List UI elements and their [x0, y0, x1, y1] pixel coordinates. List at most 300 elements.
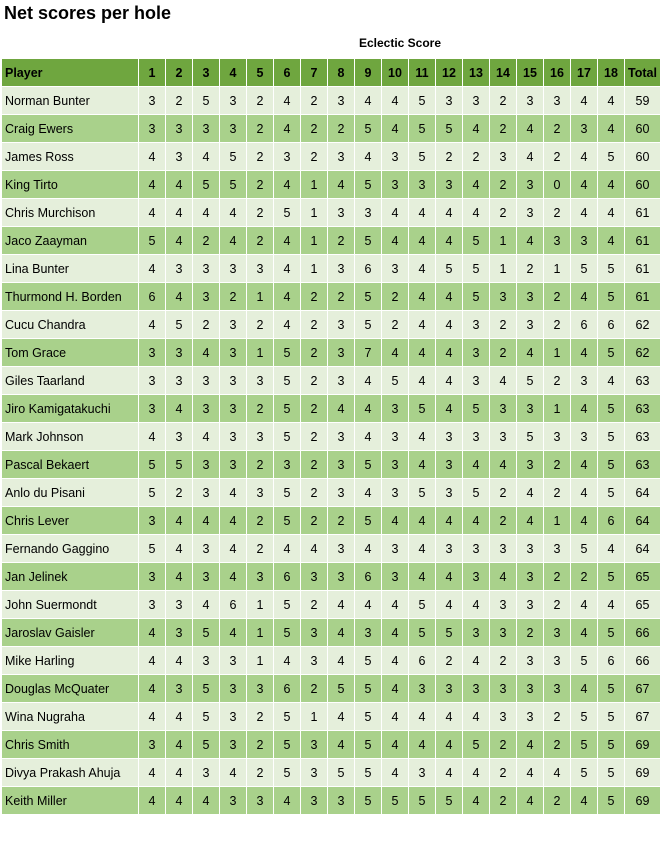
column-header-hole: 1 [139, 59, 166, 87]
hole-score-cell: 2 [247, 395, 274, 423]
player-name-cell: Jan Jelinek [2, 563, 139, 591]
hole-score-cell: 4 [598, 199, 625, 227]
hole-score-cell: 3 [328, 787, 355, 815]
hole-score-cell: 4 [193, 787, 220, 815]
player-name-cell: Pascal Bekaert [2, 451, 139, 479]
player-name-cell: Norman Bunter [2, 87, 139, 115]
hole-score-cell: 5 [409, 395, 436, 423]
hole-score-cell: 3 [436, 451, 463, 479]
hole-score-cell: 3 [409, 759, 436, 787]
hole-score-cell: 5 [220, 143, 247, 171]
hole-score-cell: 2 [247, 199, 274, 227]
table-row [2, 675, 661, 703]
hole-score-cell: 6 [274, 563, 301, 591]
hole-score-cell: 3 [490, 395, 517, 423]
hole-score-cell: 5 [571, 255, 598, 283]
hole-score-cell: 2 [247, 87, 274, 115]
hole-score-cell: 3 [517, 703, 544, 731]
total-score-cell: 63 [625, 451, 661, 479]
player-name-cell: Divya Prakash Ahuja [2, 759, 139, 787]
column-header-hole: 6 [274, 59, 301, 87]
hole-score-cell: 3 [382, 255, 409, 283]
hole-score-cell: 4 [436, 339, 463, 367]
column-header-hole: 3 [193, 59, 220, 87]
hole-score-cell: 4 [328, 171, 355, 199]
hole-score-cell: 2 [544, 199, 571, 227]
total-score-cell: 65 [625, 591, 661, 619]
hole-score-cell: 5 [517, 367, 544, 395]
hole-score-cell: 1 [301, 199, 328, 227]
hole-score-cell: 2 [544, 143, 571, 171]
hole-score-cell: 4 [571, 87, 598, 115]
player-name-cell: Giles Taarland [2, 367, 139, 395]
hole-score-cell: 3 [544, 647, 571, 675]
table-row [2, 423, 661, 451]
hole-score-cell: 2 [247, 731, 274, 759]
hole-score-cell: 4 [436, 227, 463, 255]
hole-score-cell: 4 [274, 283, 301, 311]
hole-score-cell: 2 [436, 143, 463, 171]
hole-score-cell: 4 [355, 367, 382, 395]
hole-score-cell: 4 [409, 731, 436, 759]
hole-score-cell: 4 [166, 395, 193, 423]
hole-score-cell: 2 [301, 675, 328, 703]
hole-score-cell: 5 [220, 171, 247, 199]
hole-score-cell: 5 [328, 675, 355, 703]
hole-score-cell: 4 [274, 787, 301, 815]
hole-score-cell: 1 [301, 227, 328, 255]
hole-score-cell: 4 [571, 507, 598, 535]
player-name-cell: Cucu Chandra [2, 311, 139, 339]
hole-score-cell: 4 [382, 591, 409, 619]
hole-score-cell: 5 [463, 227, 490, 255]
hole-score-cell: 4 [463, 171, 490, 199]
hole-score-cell: 4 [382, 227, 409, 255]
hole-score-cell: 5 [139, 479, 166, 507]
hole-score-cell: 2 [328, 283, 355, 311]
hole-score-cell: 3 [463, 87, 490, 115]
hole-score-cell: 3 [328, 87, 355, 115]
hole-score-cell: 4 [544, 759, 571, 787]
table-row [2, 87, 661, 115]
hole-score-cell: 2 [490, 787, 517, 815]
hole-score-cell: 4 [139, 787, 166, 815]
hole-score-cell: 2 [490, 115, 517, 143]
total-score-cell: 63 [625, 423, 661, 451]
hole-score-cell: 5 [436, 787, 463, 815]
hole-score-cell: 3 [166, 255, 193, 283]
hole-score-cell: 4 [193, 143, 220, 171]
hole-score-cell: 3 [328, 311, 355, 339]
hole-score-cell: 2 [490, 759, 517, 787]
hole-score-cell: 5 [409, 143, 436, 171]
hole-score-cell: 5 [598, 703, 625, 731]
table-row [2, 591, 661, 619]
hole-score-cell: 4 [355, 395, 382, 423]
hole-score-cell: 4 [355, 423, 382, 451]
hole-score-cell: 2 [247, 311, 274, 339]
hole-score-cell: 5 [382, 787, 409, 815]
hole-score-cell: 3 [517, 311, 544, 339]
hole-score-cell: 4 [490, 367, 517, 395]
hole-score-cell: 3 [274, 451, 301, 479]
hole-score-cell: 2 [544, 451, 571, 479]
hole-score-cell: 2 [490, 199, 517, 227]
hole-score-cell: 5 [463, 255, 490, 283]
hole-score-cell: 3 [301, 619, 328, 647]
hole-score-cell: 3 [328, 479, 355, 507]
hole-score-cell: 4 [382, 115, 409, 143]
hole-score-cell: 5 [274, 759, 301, 787]
hole-score-cell: 4 [193, 507, 220, 535]
hole-score-cell: 5 [571, 647, 598, 675]
hole-score-cell: 3 [544, 619, 571, 647]
hole-score-cell: 3 [517, 647, 544, 675]
hole-score-cell: 4 [139, 759, 166, 787]
hole-score-cell: 5 [355, 647, 382, 675]
hole-score-cell: 4 [409, 283, 436, 311]
hole-score-cell: 3 [490, 283, 517, 311]
hole-score-cell: 2 [490, 647, 517, 675]
hole-score-cell: 3 [463, 563, 490, 591]
hole-score-cell: 4 [436, 367, 463, 395]
column-header-hole: 16 [544, 59, 571, 87]
table-row [2, 703, 661, 731]
hole-score-cell: 3 [517, 675, 544, 703]
table-row [2, 563, 661, 591]
hole-score-cell: 4 [463, 451, 490, 479]
hole-score-cell: 3 [382, 395, 409, 423]
hole-score-cell: 3 [193, 647, 220, 675]
hole-score-cell: 3 [490, 143, 517, 171]
hole-score-cell: 4 [193, 199, 220, 227]
hole-score-cell: 4 [598, 227, 625, 255]
hole-score-cell: 4 [220, 507, 247, 535]
table-subtitle: Eclectic Score [358, 36, 442, 50]
hole-score-cell: 3 [490, 675, 517, 703]
hole-score-cell: 4 [517, 759, 544, 787]
hole-score-cell: 7 [355, 339, 382, 367]
total-score-cell: 64 [625, 507, 661, 535]
hole-score-cell: 4 [517, 507, 544, 535]
hole-score-cell: 2 [247, 535, 274, 563]
hole-score-cell: 3 [517, 87, 544, 115]
player-name-cell: Thurmond H. Borden [2, 283, 139, 311]
hole-score-cell: 4 [409, 507, 436, 535]
hole-score-cell: 3 [166, 367, 193, 395]
hole-score-cell: 4 [166, 703, 193, 731]
hole-score-cell: 2 [544, 311, 571, 339]
hole-score-cell: 3 [193, 115, 220, 143]
hole-score-cell: 2 [328, 115, 355, 143]
hole-score-cell: 3 [247, 423, 274, 451]
hole-score-cell: 4 [598, 367, 625, 395]
hole-score-cell: 4 [220, 759, 247, 787]
hole-score-cell: 4 [382, 199, 409, 227]
hole-score-cell: 3 [193, 479, 220, 507]
hole-score-cell: 5 [598, 479, 625, 507]
hole-score-cell: 2 [490, 339, 517, 367]
hole-score-cell: 4 [328, 591, 355, 619]
hole-score-cell: 4 [166, 787, 193, 815]
hole-score-cell: 3 [463, 311, 490, 339]
hole-score-cell: 3 [355, 619, 382, 647]
hole-score-cell: 4 [571, 619, 598, 647]
hole-score-cell: 3 [328, 367, 355, 395]
total-score-cell: 69 [625, 731, 661, 759]
hole-score-cell: 3 [247, 675, 274, 703]
column-header-hole: 2 [166, 59, 193, 87]
hole-score-cell: 4 [166, 535, 193, 563]
hole-score-cell: 2 [382, 283, 409, 311]
hole-score-cell: 5 [193, 675, 220, 703]
hole-score-cell: 3 [436, 675, 463, 703]
player-name-cell: James Ross [2, 143, 139, 171]
hole-score-cell: 4 [598, 115, 625, 143]
hole-score-cell: 3 [463, 675, 490, 703]
hole-score-cell: 3 [328, 535, 355, 563]
total-score-cell: 66 [625, 647, 661, 675]
total-score-cell: 63 [625, 395, 661, 423]
hole-score-cell: 3 [247, 563, 274, 591]
hole-score-cell: 5 [274, 367, 301, 395]
hole-score-cell: 4 [193, 423, 220, 451]
hole-score-cell: 5 [193, 703, 220, 731]
hole-score-cell: 3 [220, 647, 247, 675]
hole-score-cell: 4 [328, 731, 355, 759]
hole-score-cell: 3 [220, 367, 247, 395]
hole-score-cell: 5 [193, 87, 220, 115]
hole-score-cell: 2 [328, 507, 355, 535]
hole-score-cell: 4 [274, 255, 301, 283]
hole-score-cell: 3 [193, 759, 220, 787]
hole-score-cell: 3 [544, 227, 571, 255]
hole-score-cell: 1 [544, 507, 571, 535]
hole-score-cell: 4 [571, 675, 598, 703]
hole-score-cell: 6 [274, 675, 301, 703]
hole-score-cell: 1 [544, 255, 571, 283]
hole-score-cell: 5 [598, 451, 625, 479]
hole-score-cell: 4 [382, 731, 409, 759]
hole-score-cell: 3 [328, 563, 355, 591]
hole-score-cell: 4 [517, 479, 544, 507]
total-score-cell: 61 [625, 199, 661, 227]
hole-score-cell: 4 [409, 339, 436, 367]
hole-score-cell: 3 [436, 171, 463, 199]
hole-score-cell: 6 [139, 283, 166, 311]
hole-score-cell: 3 [409, 675, 436, 703]
hole-score-cell: 5 [598, 787, 625, 815]
hole-score-cell: 4 [571, 283, 598, 311]
hole-score-cell: 5 [139, 451, 166, 479]
hole-score-cell: 3 [463, 619, 490, 647]
hole-score-cell: 2 [517, 255, 544, 283]
hole-score-cell: 3 [193, 451, 220, 479]
hole-score-cell: 4 [166, 507, 193, 535]
column-header-hole: 17 [571, 59, 598, 87]
hole-score-cell: 5 [274, 703, 301, 731]
hole-score-cell: 5 [274, 507, 301, 535]
hole-score-cell: 4 [274, 227, 301, 255]
hole-score-cell: 4 [274, 171, 301, 199]
total-score-cell: 67 [625, 703, 661, 731]
hole-score-cell: 4 [382, 703, 409, 731]
hole-score-cell: 3 [490, 535, 517, 563]
table-row [2, 619, 661, 647]
hole-score-cell: 2 [301, 115, 328, 143]
hole-score-cell: 5 [409, 619, 436, 647]
hole-score-cell: 1 [544, 339, 571, 367]
hole-score-cell: 3 [436, 535, 463, 563]
hole-score-cell: 5 [355, 759, 382, 787]
hole-score-cell: 2 [301, 395, 328, 423]
column-header-hole: 13 [463, 59, 490, 87]
hole-score-cell: 3 [517, 563, 544, 591]
table-row [2, 143, 661, 171]
hole-score-cell: 3 [220, 451, 247, 479]
column-header-hole: 10 [382, 59, 409, 87]
hole-score-cell: 5 [355, 311, 382, 339]
hole-score-cell: 3 [301, 647, 328, 675]
hole-score-cell: 4 [490, 563, 517, 591]
hole-score-cell: 3 [463, 535, 490, 563]
hole-score-cell: 3 [382, 171, 409, 199]
hole-score-cell: 4 [220, 563, 247, 591]
hole-score-cell: 5 [274, 339, 301, 367]
player-name-cell: Fernando Gaggino [2, 535, 139, 563]
hole-score-cell: 4 [517, 115, 544, 143]
hole-score-cell: 4 [139, 255, 166, 283]
hole-score-cell: 2 [544, 367, 571, 395]
hole-score-cell: 4 [463, 703, 490, 731]
hole-score-cell: 3 [544, 675, 571, 703]
hole-score-cell: 2 [544, 787, 571, 815]
hole-score-cell: 3 [328, 451, 355, 479]
hole-score-cell: 4 [355, 479, 382, 507]
hole-score-cell: 3 [571, 423, 598, 451]
hole-score-cell: 5 [463, 479, 490, 507]
player-name-cell: Jiro Kamigatakuchi [2, 395, 139, 423]
total-score-cell: 67 [625, 675, 661, 703]
hole-score-cell: 3 [301, 759, 328, 787]
hole-score-cell: 6 [220, 591, 247, 619]
player-name-cell: Anlo du Pisani [2, 479, 139, 507]
column-header-hole: 8 [328, 59, 355, 87]
table-row [2, 647, 661, 675]
hole-score-cell: 5 [463, 283, 490, 311]
hole-score-cell: 4 [598, 171, 625, 199]
hole-score-cell: 1 [247, 339, 274, 367]
player-name-cell: Douglas McQuater [2, 675, 139, 703]
hole-score-cell: 5 [382, 367, 409, 395]
hole-score-cell: 5 [274, 619, 301, 647]
hole-score-cell: 5 [598, 339, 625, 367]
hole-score-cell: 3 [139, 563, 166, 591]
hole-score-cell: 3 [544, 423, 571, 451]
hole-score-cell: 2 [490, 311, 517, 339]
hole-score-cell: 4 [220, 535, 247, 563]
hole-score-cell: 5 [193, 619, 220, 647]
table-row [2, 227, 661, 255]
hole-score-cell: 3 [382, 563, 409, 591]
hole-score-cell: 4 [409, 423, 436, 451]
hole-score-cell: 4 [166, 283, 193, 311]
hole-score-cell: 5 [355, 227, 382, 255]
hole-score-cell: 5 [166, 451, 193, 479]
hole-score-cell: 0 [544, 171, 571, 199]
hole-score-cell: 4 [490, 451, 517, 479]
column-header-hole: 11 [409, 59, 436, 87]
table-row [2, 535, 661, 563]
table-row [2, 283, 661, 311]
player-name-cell: Tom Grace [2, 339, 139, 367]
hole-score-cell: 4 [139, 311, 166, 339]
total-score-cell: 64 [625, 479, 661, 507]
hole-score-cell: 2 [301, 507, 328, 535]
hole-score-cell: 3 [301, 787, 328, 815]
table-row [2, 255, 661, 283]
hole-score-cell: 3 [517, 283, 544, 311]
player-name-cell: Mike Harling [2, 647, 139, 675]
hole-score-cell: 4 [355, 535, 382, 563]
table-row [2, 115, 661, 143]
hole-score-cell: 4 [166, 731, 193, 759]
hole-score-cell: 1 [247, 647, 274, 675]
table-row [2, 199, 661, 227]
hole-score-cell: 3 [382, 423, 409, 451]
hole-score-cell: 2 [166, 87, 193, 115]
hole-score-cell: 5 [355, 451, 382, 479]
hole-score-cell: 2 [571, 563, 598, 591]
hole-score-cell: 3 [517, 591, 544, 619]
hole-score-cell: 3 [247, 367, 274, 395]
hole-score-cell: 1 [301, 171, 328, 199]
hole-score-cell: 3 [436, 87, 463, 115]
hole-score-cell: 4 [328, 703, 355, 731]
hole-score-cell: 3 [247, 787, 274, 815]
total-score-cell: 62 [625, 339, 661, 367]
hole-score-cell: 3 [193, 255, 220, 283]
hole-score-cell: 2 [301, 143, 328, 171]
hole-score-cell: 4 [220, 619, 247, 647]
hole-score-cell: 3 [220, 703, 247, 731]
column-header-total: Total [625, 59, 661, 87]
hole-score-cell: 4 [193, 591, 220, 619]
hole-score-cell: 4 [382, 87, 409, 115]
hole-score-cell: 3 [517, 451, 544, 479]
hole-score-cell: 2 [517, 619, 544, 647]
player-name-cell: Jaroslav Gaisler [2, 619, 139, 647]
hole-score-cell: 5 [274, 731, 301, 759]
hole-score-cell: 5 [436, 115, 463, 143]
hole-score-cell: 5 [571, 703, 598, 731]
hole-score-cell: 4 [409, 703, 436, 731]
hole-score-cell: 3 [301, 563, 328, 591]
column-header-hole: 4 [220, 59, 247, 87]
hole-score-cell: 2 [301, 311, 328, 339]
hole-score-cell: 3 [166, 339, 193, 367]
hole-score-cell: 2 [301, 451, 328, 479]
hole-score-cell: 2 [328, 227, 355, 255]
hole-score-cell: 4 [193, 339, 220, 367]
hole-score-cell: 3 [247, 479, 274, 507]
hole-score-cell: 3 [436, 423, 463, 451]
hole-score-cell: 6 [598, 311, 625, 339]
player-name-cell: Chris Lever [2, 507, 139, 535]
hole-score-cell: 2 [220, 283, 247, 311]
hole-score-cell: 4 [463, 647, 490, 675]
hole-score-cell: 4 [571, 451, 598, 479]
